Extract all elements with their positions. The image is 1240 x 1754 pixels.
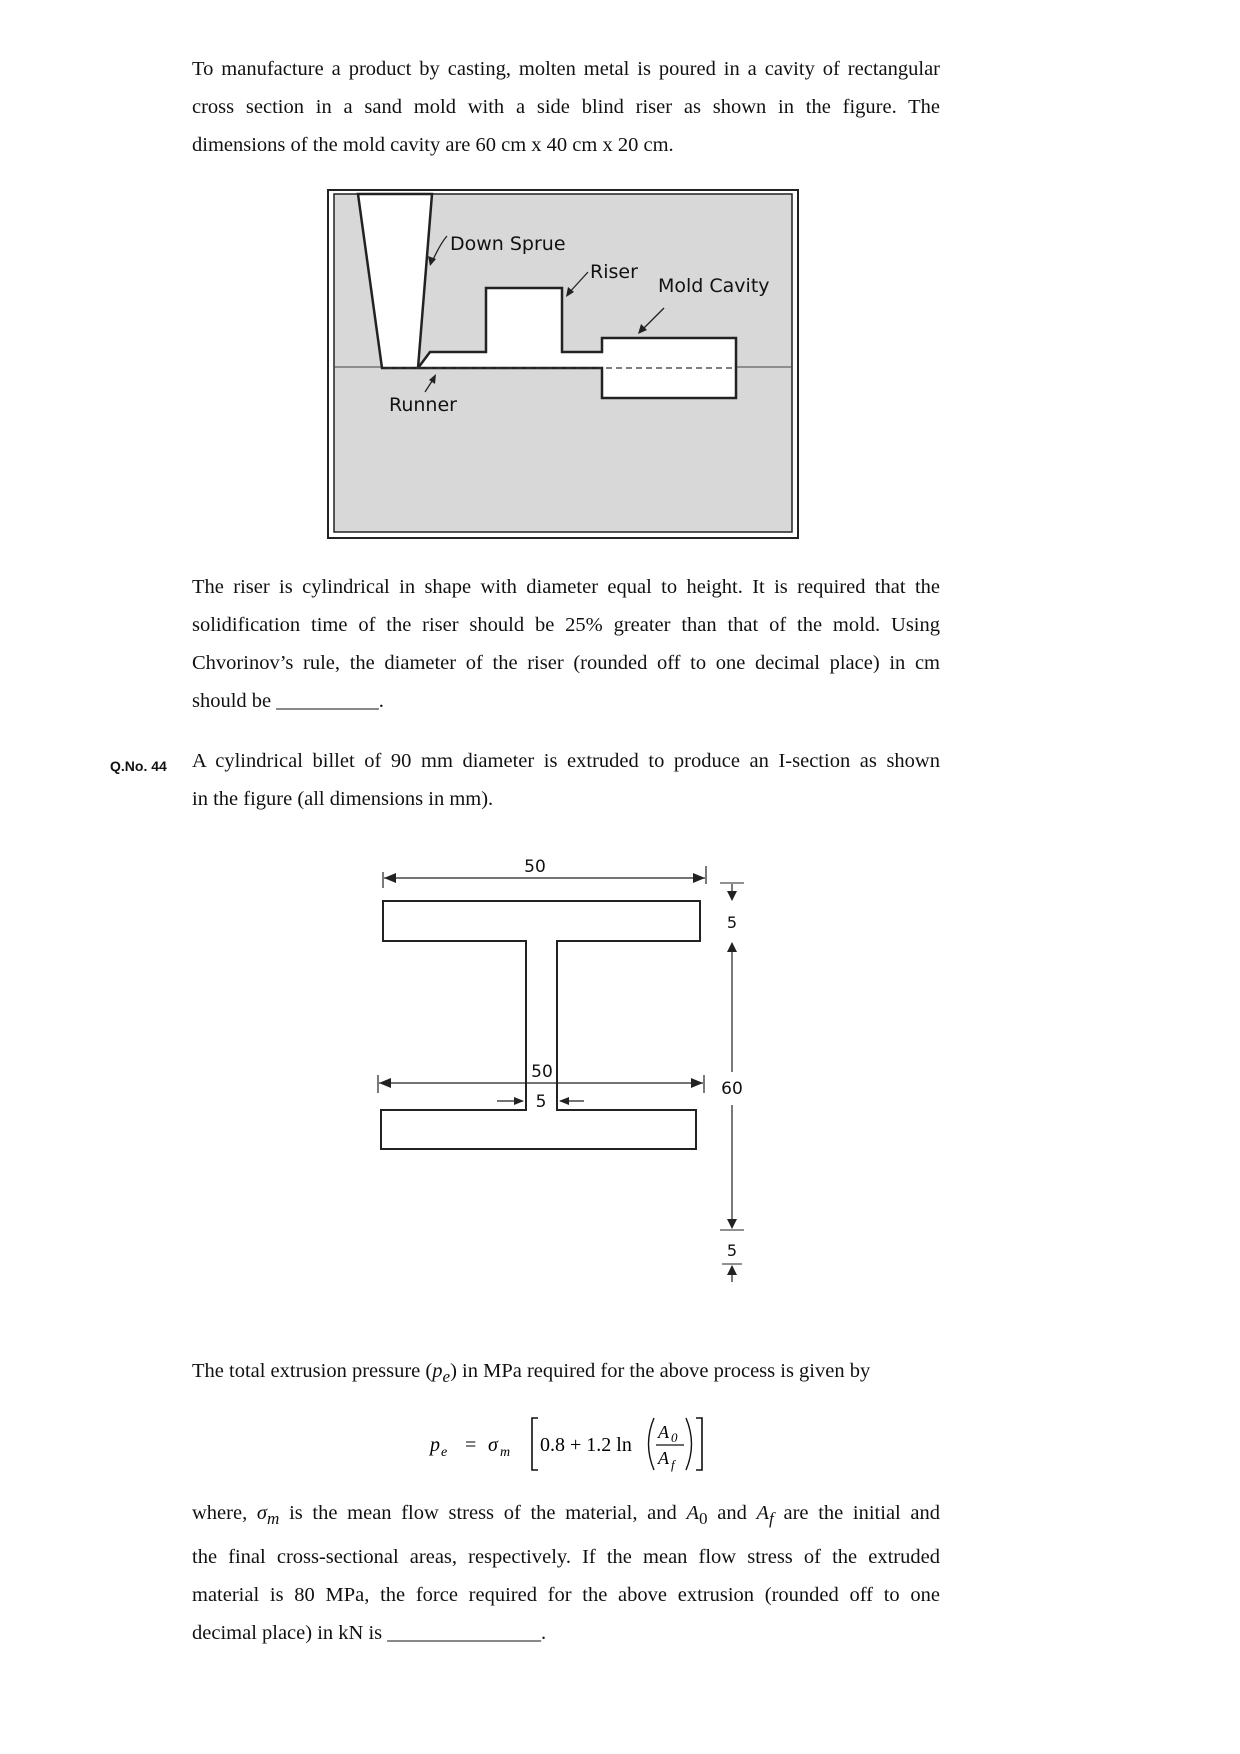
q44-text bbox=[192, 742, 940, 818]
riser-label: Riser bbox=[590, 261, 638, 283]
riser-line: Chvorinov’s rule, the diameter of the riser (rounded off to one decimal place) in cm bbox=[192, 652, 940, 674]
sigma-var: σ bbox=[256, 1502, 268, 1524]
intro-line: cross section in a sand mold with a side blind riser as shown in the figure. The bbox=[192, 96, 940, 118]
eq-den: A bbox=[658, 1448, 669, 1468]
web-thickness-label: 5 bbox=[535, 1092, 547, 1112]
final-line: material is 80 MPa, the force required for the above extrusion (rounded off to one bbox=[192, 1584, 940, 1607]
extrusion-intro-end: ) in MPa required for the above process is given by bbox=[450, 1360, 871, 1382]
isection-figure bbox=[0, 840, 1240, 1320]
bottom-flange-label: 5 bbox=[726, 1241, 738, 1260]
af-sub: f bbox=[769, 1509, 774, 1529]
final-end: are the initial and bbox=[783, 1502, 941, 1524]
final-desc: is the mean flow stress of the material, and bbox=[289, 1502, 677, 1524]
mold-figure bbox=[0, 0, 1240, 560]
riser-line: solidification time of the riser should be 25% greater than that of the mold. Using bbox=[192, 614, 940, 636]
question-number: Q.No. 44 bbox=[110, 758, 167, 774]
q44-line: in the figure (all dimensions in mm). bbox=[192, 788, 494, 810]
eq-equals: = bbox=[465, 1434, 477, 1456]
intro-line: To manufacture a product by casting, molten metal is poured in a cavity of rectangular bbox=[192, 58, 940, 80]
final-where: where, bbox=[192, 1502, 248, 1524]
final-line: decimal place) in kN is _______________. bbox=[192, 1622, 547, 1645]
eq-lhs: p bbox=[430, 1434, 440, 1456]
down-sprue-label: Down Sprue bbox=[450, 233, 566, 255]
a0-var: A bbox=[686, 1502, 699, 1524]
eq-const: 0.8 + 1.2 ln bbox=[540, 1434, 632, 1456]
web-height-label: 60 bbox=[721, 1079, 743, 1099]
a0-sub: 0 bbox=[698, 1509, 708, 1529]
eq-sigma: σ bbox=[488, 1434, 498, 1456]
riser-question bbox=[192, 568, 940, 720]
af-var: A bbox=[756, 1502, 770, 1524]
pe-sub: e bbox=[442, 1367, 451, 1387]
eq-lhs-sub: e bbox=[441, 1445, 448, 1460]
final-line: the final cross-sectional areas, respectively. If the mean flow stress of the extruded bbox=[192, 1546, 940, 1569]
eq-num-sub: 0 bbox=[671, 1430, 678, 1445]
extrusion-intro-line bbox=[192, 1352, 940, 1396]
final-line bbox=[192, 1494, 940, 1538]
sigma-sub: m bbox=[267, 1509, 280, 1529]
riser-line: should be __________. bbox=[192, 690, 384, 712]
riser-line: The riser is cylindrical in shape with diameter equal to height. It is required that the bbox=[192, 576, 940, 598]
final-and: and bbox=[717, 1502, 747, 1524]
extrusion-intro bbox=[192, 1352, 940, 1396]
mold-cavity-label: Mold Cavity bbox=[658, 275, 770, 297]
top-flange-label: 5 bbox=[726, 913, 738, 932]
eq-num: A bbox=[658, 1422, 669, 1442]
runner-label: Runner bbox=[389, 394, 457, 416]
bottom-width-label: 50 bbox=[531, 1062, 553, 1082]
top-width-label: 50 bbox=[524, 857, 546, 877]
final-paragraph bbox=[192, 1494, 940, 1652]
extrusion-intro-text: The total extrusion pressure ( bbox=[192, 1360, 433, 1382]
q44-line: A cylindrical billet of 90 mm diameter is extruded to produce an I-section as shown bbox=[192, 750, 940, 772]
intro-line: dimensions of the mold cavity are 60 cm x 40 cm x 20 cm. bbox=[192, 134, 674, 156]
eq-den-sub: f bbox=[671, 1457, 675, 1472]
pe-var: p bbox=[432, 1360, 443, 1382]
eq-sigma-sub: m bbox=[500, 1445, 511, 1460]
